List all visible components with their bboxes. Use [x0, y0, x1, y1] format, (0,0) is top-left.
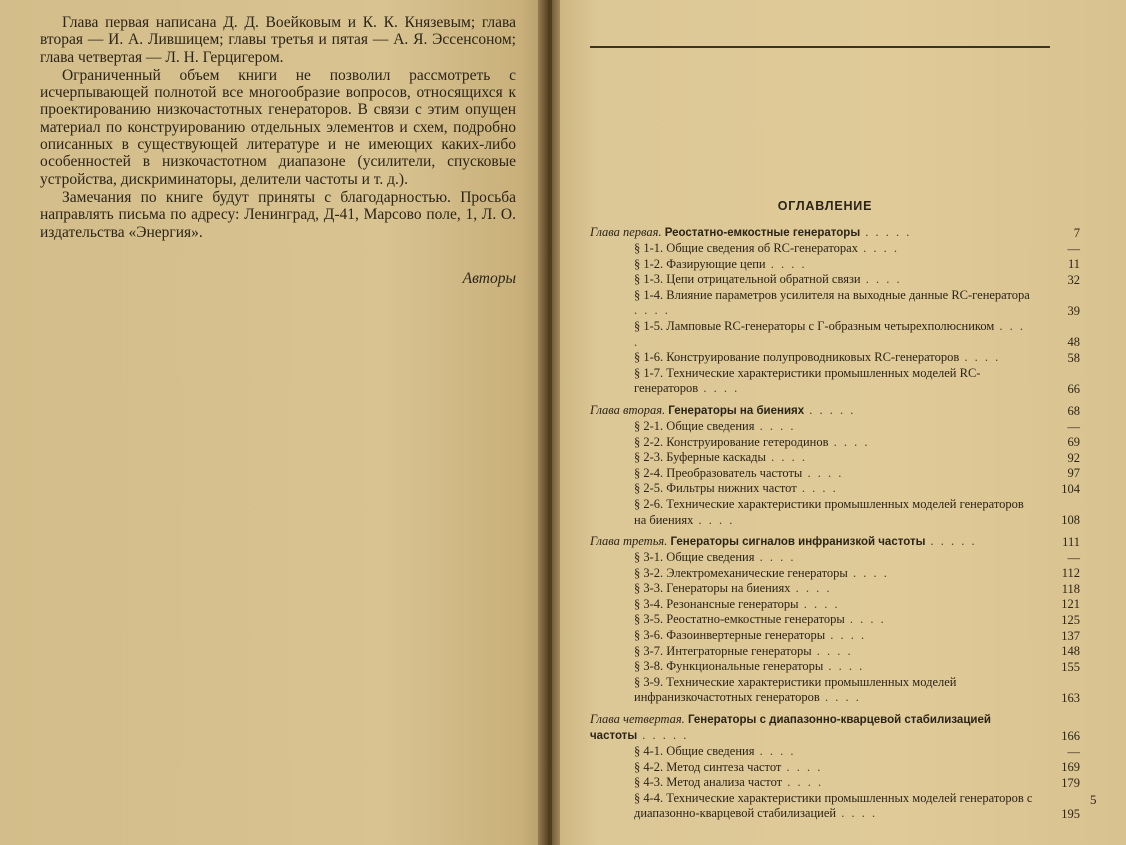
toc-leader-dots: . . . .	[823, 659, 865, 674]
toc-section-title: Конструирование гетеродинов	[666, 434, 829, 449]
toc-leader-dots: . . . .	[693, 512, 735, 527]
toc-section-number: § 2-2.	[634, 434, 664, 449]
toc-section-entry	[634, 550, 1034, 566]
toc-section-title: Генераторы на биениях	[666, 581, 791, 596]
toc-chapter-page: 111	[1062, 535, 1080, 550]
toc-section	[590, 257, 1082, 273]
toc-chapter	[590, 534, 1082, 550]
toc-leader-dots: . . . .	[844, 612, 886, 627]
toc-section	[590, 581, 1082, 597]
toc-chapter	[590, 225, 1082, 241]
toc-leader-dots: . . . .	[634, 303, 670, 318]
toc-section	[590, 288, 1082, 319]
toc-section-number: § 2-6.	[634, 496, 664, 511]
toc-leader-dots: . . . .	[781, 759, 823, 774]
toc-chapter-page: 7	[1073, 226, 1080, 240]
toc-leader-dots: . . . . .	[925, 534, 977, 549]
toc-section-title: Общие сведения	[666, 744, 755, 759]
toc-chapter-heading	[590, 534, 1034, 550]
toc-section-number: § 2-1.	[634, 418, 664, 433]
toc-section-title: Буферные каскады	[666, 450, 766, 465]
toc-section-entry	[634, 366, 1034, 397]
toc-section	[590, 272, 1082, 288]
toc-section-number: § 3-1.	[634, 550, 664, 565]
preface-paragraph-authors: Глава первая написана Д. Д. Воейковым и К. К. Князевым; глава вторая — И. А. Лившицем; главы третья и пятая — А. Я. Эссенсоном; глава четвертая — Л. Н. Герцигером.	[40, 14, 516, 66]
toc-section-number: § 3-9.	[634, 674, 664, 689]
toc-section	[590, 791, 1082, 822]
toc-section-entry	[634, 597, 1034, 613]
toc-chapter-heading	[590, 712, 1034, 744]
toc-section-number: § 3-6.	[634, 628, 664, 643]
toc-chapter-page: 68	[1067, 403, 1080, 418]
toc-leader-dots: . . . .	[825, 628, 867, 643]
toc-section-entry	[634, 760, 1034, 776]
toc-section-number: § 4-2.	[634, 759, 664, 774]
toc-section-page: —	[1067, 550, 1080, 565]
toc-section	[590, 350, 1082, 366]
toc-section-number: § 1-6.	[634, 350, 664, 365]
toc-section-page: 92	[1067, 450, 1080, 465]
toc-section-entry	[634, 241, 1034, 257]
toc-section-entry	[634, 775, 1034, 791]
toc-section-number: § 1-4.	[634, 287, 664, 302]
toc-section	[590, 744, 1082, 760]
toc-section-page: 32	[1067, 272, 1080, 287]
toc-leader-dots: . . . .	[836, 806, 878, 821]
toc-section-title: Влияние параметров усилителя на выходные данные RC-генератора	[666, 287, 1030, 302]
toc-section-title: Конструирование полупроводниковых RC-генераторов	[666, 350, 960, 365]
toc-leader-dots: . . . .	[765, 256, 807, 271]
toc-section-entry	[634, 272, 1034, 288]
toc-section	[590, 644, 1082, 660]
toc-section-entry	[634, 319, 1034, 350]
toc-section-title: Электромеханические генераторы	[666, 565, 848, 580]
toc-section-page: 121	[1061, 597, 1080, 612]
toc-chapter	[590, 403, 1082, 419]
toc-leader-dots: . . . .	[811, 643, 853, 658]
toc-section	[590, 550, 1082, 566]
toc-section-title: Резонансные генераторы	[666, 596, 799, 611]
toc-section	[590, 450, 1082, 466]
toc-section-page: 11	[1067, 257, 1080, 272]
toc-section-entry	[634, 435, 1034, 451]
toc-section-entry	[634, 791, 1034, 822]
toc-chapter-page: 166	[1061, 729, 1080, 744]
toc-section	[590, 466, 1082, 482]
toc-leader-dots: . . . .	[754, 744, 796, 759]
toc-section-number: § 3-2.	[634, 565, 664, 580]
toc-leader-dots: . . . .	[782, 775, 824, 790]
toc-section-page: 58	[1067, 350, 1080, 365]
toc-leader-dots: . . . .	[828, 434, 870, 449]
toc-section-number: § 4-3.	[634, 775, 664, 790]
toc-section-page: 48	[1067, 335, 1080, 350]
toc-section-entry	[634, 288, 1034, 319]
toc-section-entry	[634, 450, 1034, 466]
toc-title: ОГЛАВЛЕНИЕ	[777, 199, 873, 213]
toc-section-page: 155	[1061, 659, 1080, 674]
toc-section-entry	[634, 257, 1034, 273]
toc-section-number: § 4-4.	[634, 790, 664, 805]
toc-section	[590, 435, 1082, 451]
toc-section-number: § 2-5.	[634, 481, 664, 496]
toc-leader-dots: . . . . .	[860, 225, 912, 239]
preface-signature: Авторы	[462, 270, 516, 287]
toc-section-title: Функциональные генераторы	[666, 659, 824, 674]
toc-section-entry	[634, 497, 1034, 528]
toc-section-entry	[634, 481, 1034, 497]
toc-chapter-label: Глава вторая.	[590, 402, 666, 417]
toc-section-page: 108	[1061, 513, 1080, 528]
toc-section-page: 39	[1067, 303, 1080, 318]
toc-section-number: § 1-3.	[634, 272, 664, 287]
toc-section-entry	[634, 612, 1034, 628]
toc-chapter-label: Глава четвертая.	[590, 712, 685, 727]
toc-leader-dots: . . . .	[765, 450, 807, 465]
toc-section-entry	[634, 350, 1034, 366]
toc-chapter-heading	[590, 403, 1034, 419]
toc-section-title: Технические характеристики промышленных моделей инфранизкочастотных генераторов	[634, 674, 957, 705]
toc-leader-dots: . . . .	[798, 596, 840, 611]
toc-section-page: 66	[1067, 381, 1080, 396]
toc-section-entry	[634, 744, 1034, 760]
toc-chapter-title: Генераторы с диапазонно-кварцевой стабилизацией частоты	[590, 714, 991, 743]
toc-section-title: Реостатно-емкостные генераторы	[666, 612, 845, 627]
toc-leader-dots: . . . .	[802, 465, 844, 480]
preface-paragraph-feedback: Замечания по книге будут приняты с благодарностью. Просьба направлять письма по адресу: Ленинград, Д-41, Марсово поле, 1, Л. О. издательства «Энергия».	[40, 188, 516, 241]
toc-section-title: Метод синтеза частот	[666, 759, 782, 774]
toc-section-page: 125	[1061, 613, 1080, 628]
toc-section-title: Метод анализа частот	[666, 775, 783, 790]
toc-chapter-title: Генераторы сигналов инфранизкой частоты	[670, 536, 926, 549]
toc-section	[590, 612, 1082, 628]
toc-leader-dots: . . . . .	[804, 402, 856, 417]
toc-section-number: § 1-5.	[634, 318, 664, 333]
toc-section-entry	[634, 659, 1034, 675]
toc-section	[590, 659, 1082, 675]
toc-section-page: 104	[1061, 481, 1080, 496]
header-rule	[590, 46, 1050, 48]
toc-section-title: Фазоинвертерные генераторы	[666, 628, 826, 643]
toc-section	[590, 566, 1082, 582]
book-gutter	[538, 0, 560, 845]
toc-section-number: § 3-4.	[634, 596, 664, 611]
toc-section	[590, 497, 1082, 528]
toc-section-page: —	[1067, 419, 1080, 434]
toc-section-number: § 4-1.	[634, 744, 664, 759]
toc-section-entry	[634, 644, 1034, 660]
toc-section	[590, 597, 1082, 613]
toc-section-number: § 1-7.	[634, 365, 664, 380]
toc-leader-dots: . . . .	[698, 381, 740, 396]
toc-section	[590, 775, 1082, 791]
toc-section-title: Фильтры нижних частот	[666, 481, 797, 496]
toc-section-page: 97	[1067, 466, 1080, 481]
toc-section-page: 195	[1061, 807, 1080, 821]
toc-section	[590, 366, 1082, 397]
toc-leader-dots: . . . . .	[637, 728, 689, 743]
toc-section-title: Технические характеристики промышленных моделей RC-генераторов	[634, 365, 981, 396]
toc-chapter-label: Глава третья.	[590, 534, 668, 549]
toc-chapter	[590, 712, 1082, 744]
toc-chapter-label: Глава первая.	[590, 225, 662, 239]
toc-leader-dots: . . . .	[754, 418, 796, 433]
toc-section-title: Преобразователь частоты	[666, 465, 803, 480]
toc-section-title: Ламповые RC-генераторы с Г-образным четырехполюсником	[666, 318, 995, 333]
toc-section-number: § 2-3.	[634, 450, 664, 465]
toc-section-number: § 2-4.	[634, 465, 664, 480]
toc-section-page: 148	[1061, 644, 1080, 659]
toc-section-number: § 3-3.	[634, 581, 664, 596]
toc-section-number: § 1-1.	[634, 241, 664, 255]
toc-section-number: § 1-2.	[634, 256, 664, 271]
toc-section	[590, 481, 1082, 497]
toc-section-entry	[634, 628, 1034, 644]
toc-section-title: Общие сведения	[666, 550, 755, 565]
toc-section-page: 118	[1061, 581, 1080, 596]
toc-section-page: 69	[1067, 435, 1080, 450]
toc-leader-dots: . . . .	[796, 481, 838, 496]
toc-section-number: § 3-7.	[634, 643, 664, 658]
preface-paragraph-scope: Ограниченный объем книги не позволил рассмотреть с исчерпывающей полнотой все многообразие вопросов, относящихся к проектированию низкочастотных генераторов. В связи с этим опущен материал по конструированию отдельных элементов и схем, подробно описанных в существующей литературе и не имеющих каких-либо особенностей в низкочастотном диапазоне (усилители, спусковые устройства, дискриминаторы, делители частоты и т. д.).	[40, 66, 516, 188]
toc-section-title: Интеграторные генераторы	[666, 643, 812, 658]
toc-leader-dots: . . . .	[634, 318, 1026, 349]
toc-section	[590, 419, 1082, 435]
table-of-contents	[590, 219, 1082, 822]
toc-section	[590, 319, 1082, 350]
toc-section-page: 112	[1061, 566, 1080, 581]
toc-leader-dots: . . . .	[959, 350, 1001, 365]
toc-section-title: Общие сведения	[666, 418, 755, 433]
toc-section-page: —	[1067, 241, 1080, 256]
toc-section-entry	[634, 419, 1034, 435]
toc-section	[590, 675, 1082, 706]
page-number: 5	[1090, 792, 1097, 807]
toc-leader-dots: . . . .	[819, 690, 861, 705]
toc-leader-dots: . . . .	[847, 565, 889, 580]
toc-section-page: 137	[1061, 628, 1080, 643]
toc-leader-dots: . . . .	[754, 550, 796, 565]
toc-leader-dots: . . . .	[860, 272, 902, 287]
toc-section	[590, 241, 1082, 257]
toc-section-page: 163	[1061, 691, 1080, 706]
toc-section-page: 179	[1061, 775, 1080, 790]
toc-section-number: § 3-8.	[634, 659, 664, 674]
toc-section-page: 169	[1061, 760, 1080, 775]
toc-section-title: Технические характеристики промышленных моделей генераторов с диапазонно-кварцевой стабилизацией	[634, 790, 1033, 821]
toc-section	[590, 628, 1082, 644]
toc-section-page: —	[1067, 744, 1080, 759]
toc-section-entry	[634, 675, 1034, 706]
toc-section-number: § 3-5.	[634, 612, 664, 627]
toc-chapter-title: Реостатно-емкостные генераторы	[664, 227, 861, 239]
toc-chapter-title: Генераторы на биениях	[668, 404, 805, 417]
toc-chapter-heading	[590, 225, 1034, 241]
toc-section-entry	[634, 566, 1034, 582]
toc-leader-dots: . . . .	[790, 581, 832, 596]
toc-section-title: Технические характеристики промышленных моделей генераторов на биениях	[634, 496, 1024, 527]
toc-section-entry	[634, 581, 1034, 597]
toc-section-title: Фазирующие цепи	[666, 256, 766, 271]
toc-section-entry	[634, 466, 1034, 482]
preface-text	[40, 14, 516, 241]
toc-section	[590, 760, 1082, 776]
toc-section-title: Цепи отрицательной обратной связи	[666, 272, 861, 287]
toc-leader-dots: . . . .	[857, 241, 899, 255]
toc-section-title: Общие сведения об RC-генераторах	[666, 241, 858, 255]
